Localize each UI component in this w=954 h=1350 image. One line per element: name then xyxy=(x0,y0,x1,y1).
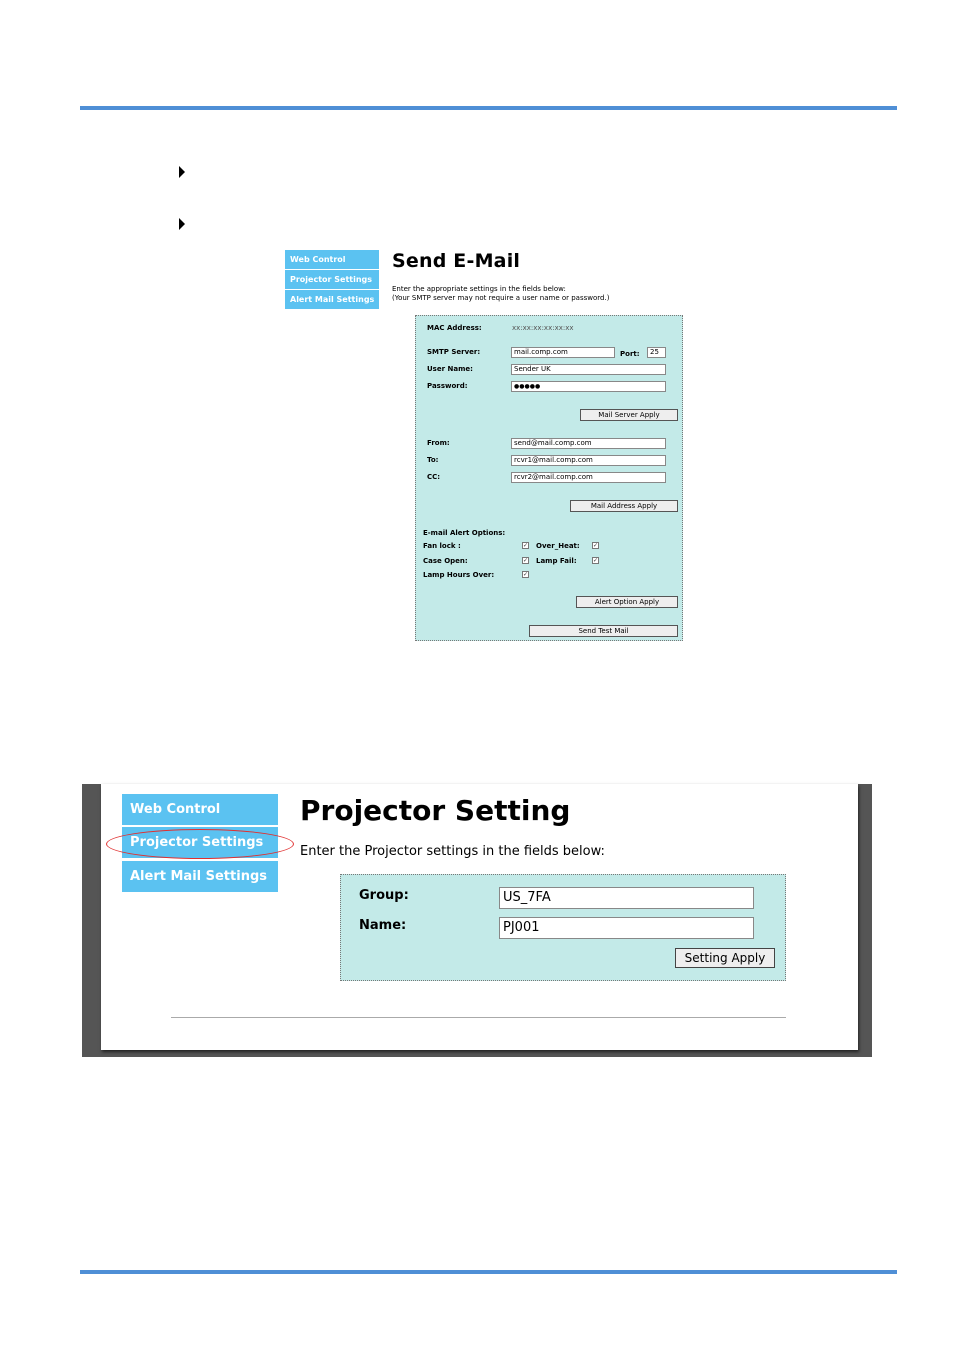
intro-line-1: Enter the appropriate settings in the fields below: xyxy=(392,285,566,293)
mac-label: MAC Address: xyxy=(427,324,482,332)
from-input[interactable]: send@mail.comp.com xyxy=(511,438,666,449)
case-open-label: Case Open: xyxy=(423,557,468,565)
alert-options-label: E-mail Alert Options: xyxy=(423,529,506,537)
send-email-screenshot xyxy=(280,245,685,641)
lamp-fail-label: Lamp Fail: xyxy=(536,557,577,565)
case-open-checkbox[interactable]: ✓ xyxy=(523,557,529,564)
group-input[interactable]: US_7FA xyxy=(499,887,754,909)
fan-lock-label: Fan lock : xyxy=(423,542,461,550)
user-name-input[interactable]: Sender UK xyxy=(511,364,666,375)
name-input[interactable]: PJ001 xyxy=(499,917,754,939)
projector-setting-screenshot xyxy=(82,784,872,1057)
intro-line-2: (Your SMTP server may not require a user name or password.) xyxy=(392,294,610,302)
cc-label: CC: xyxy=(427,473,441,481)
lamp-hours-label: Lamp Hours Over: xyxy=(423,571,495,579)
to-input[interactable]: rcvr1@mail.comp.com xyxy=(511,455,666,466)
cc-input[interactable]: rcvr2@mail.comp.com xyxy=(511,472,666,483)
alert-option-apply-button[interactable]: Alert Option Apply xyxy=(576,596,678,608)
intro-text: Enter the Projector settings in the fields below: xyxy=(300,844,605,859)
password-label: Password: xyxy=(427,382,468,390)
to-label: To: xyxy=(427,456,439,464)
nav-web-control[interactable]: Web Control xyxy=(285,250,379,269)
divider xyxy=(171,1017,786,1018)
nav-projector-settings[interactable]: Projector Settings xyxy=(122,827,278,858)
name-label: Name: xyxy=(359,918,407,933)
bullet-icon xyxy=(179,218,185,230)
intro-text xyxy=(392,285,609,303)
email-settings-panel xyxy=(415,315,683,641)
password-input[interactable]: ●●●●● xyxy=(511,381,666,392)
nav-alert-mail-settings[interactable]: Alert Mail Settings xyxy=(285,290,379,309)
nav-alert-mail-settings[interactable]: Alert Mail Settings xyxy=(122,861,278,892)
footer-rule xyxy=(80,1270,897,1274)
projector-setting-window xyxy=(101,784,858,1050)
lamp-fail-checkbox[interactable]: ✓ xyxy=(593,557,599,564)
mac-value: xx:xx:xx:xx:xx:xx xyxy=(512,324,574,332)
smtp-server-input[interactable]: mail.comp.com xyxy=(511,347,615,358)
from-label: From: xyxy=(427,439,450,447)
group-label: Group: xyxy=(359,888,409,903)
smtp-label: SMTP Server: xyxy=(427,348,481,356)
mail-server-apply-button[interactable]: Mail Server Apply xyxy=(580,409,678,421)
over-heat-checkbox[interactable]: ✓ xyxy=(593,542,599,549)
send-test-mail-button[interactable]: Send Test Mail xyxy=(529,625,678,637)
over-heat-label: Over_Heat: xyxy=(536,542,580,550)
nav-web-control[interactable]: Web Control xyxy=(122,794,278,825)
page-title: Projector Setting xyxy=(300,794,571,827)
mail-address-apply-button[interactable]: Mail Address Apply xyxy=(570,500,678,512)
highlight-circle xyxy=(106,829,294,859)
user-name-label: User Name: xyxy=(427,365,473,373)
page-title: Send E-Mail xyxy=(392,250,521,272)
nav-projector-settings[interactable]: Projector Settings xyxy=(285,270,379,289)
port-input[interactable]: 25 xyxy=(647,347,666,358)
lamp-hours-checkbox[interactable]: ✓ xyxy=(523,571,529,578)
projector-settings-panel xyxy=(340,874,786,981)
bullet-icon xyxy=(179,166,185,178)
port-label: Port: xyxy=(620,350,640,358)
header-rule xyxy=(80,106,897,110)
fan-lock-checkbox[interactable]: ✓ xyxy=(523,542,529,549)
setting-apply-button[interactable]: Setting Apply xyxy=(675,948,775,968)
